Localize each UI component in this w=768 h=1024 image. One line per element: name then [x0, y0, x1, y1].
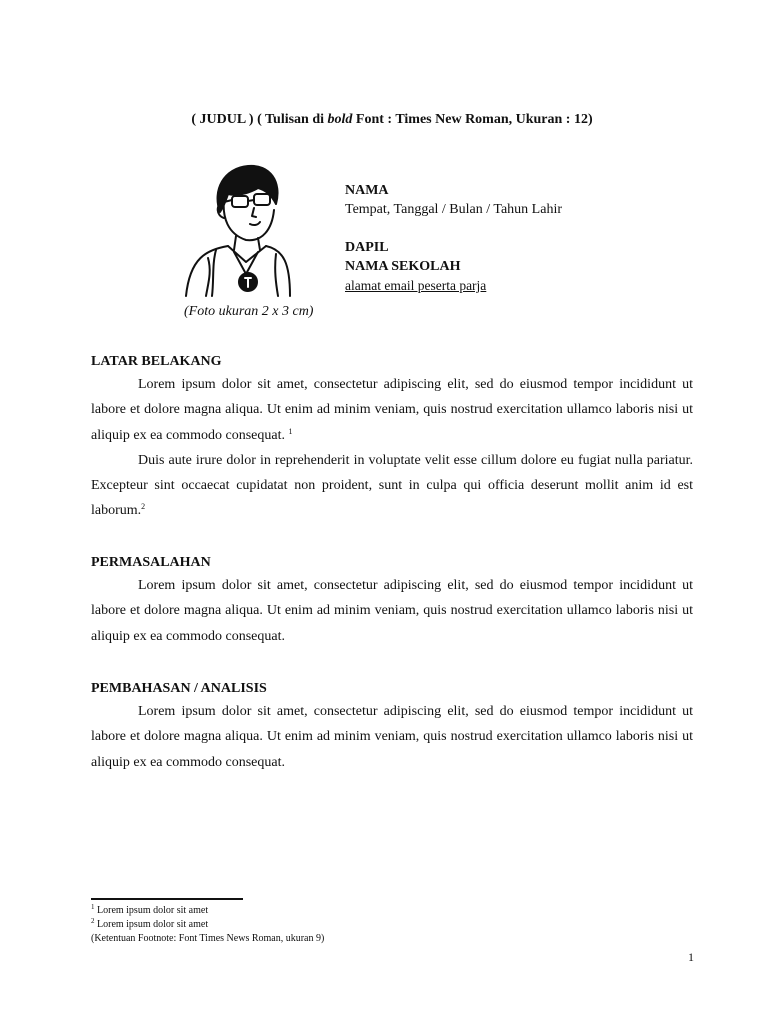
section-pembahasan	[91, 679, 693, 775]
section-heading: PERMASALAHAN	[91, 555, 211, 570]
footnote-item	[91, 904, 324, 918]
footnote-number: 1	[91, 903, 95, 911]
identity-email: alamat email peserta parja	[345, 278, 487, 293]
section-paragraph	[91, 448, 693, 524]
section-heading: PEMBAHASAN / ANALISIS	[91, 681, 267, 696]
title-text-end: Font : Times New Roman, Ukuran : 12)	[352, 112, 593, 127]
section-heading: LATAR BELAKANG	[91, 354, 222, 369]
footnote-item	[91, 918, 324, 932]
section-permasalahan	[91, 553, 693, 649]
section-paragraph: Lorem ipsum dolor sit amet, consectetur adipiscing elit, sed do eiusmod tempor incididunt ut labore et dolore magna aliqua. Ut enim ad minim veniam, quis nostrud exercitation ullamco laboris nisi ut aliquip ex ea commodo consequat.	[91, 704, 693, 770]
paragraph-text: Duis aute irure dolor in reprehenderit in voluptate velit esse cillum dolore eu fugiat nulla pariatur. Excepteur sint occaecat cupidatat non proident, sunt in culpa qui officia deserunt mollit anim id est laborum.	[91, 452, 693, 519]
identity-name: NAMA	[345, 183, 389, 198]
identity-school: NAMA SEKOLAH	[345, 259, 461, 274]
identity-dapil: DAPIL	[345, 240, 389, 255]
footnote-number: 2	[91, 917, 95, 925]
identity-birth: Tempat, Tanggal / Bulan / Tahun Lahir	[345, 202, 562, 217]
footnote-separator	[91, 898, 243, 900]
section-paragraph: Lorem ipsum dolor sit amet, consectetur adipiscing elit, sed do eiusmod tempor incididunt ut labore et dolore magna aliqua. Ut enim ad minim veniam, quis nostrud exercitation ullamco laboris nisi ut aliquip ex ea commodo consequat.	[91, 578, 693, 644]
identity-block	[345, 181, 562, 295]
footnote-text: Lorem ipsum dolor sit amet	[94, 905, 209, 916]
paragraph-text: Lorem ipsum dolor sit amet, consectetur adipiscing elit, sed do eiusmod tempor incididunt ut labore et dolore magna aliqua. Ut enim ad minim veniam, quis nostrud exercitation ullamco laboris nisi ut aliquip ex ea commodo consequat.	[91, 377, 693, 443]
title-italic-word: bold	[327, 112, 353, 127]
section-latar-belakang	[91, 352, 693, 524]
footnote-note: (Ketentuan Footnote: Font Times News Roman, ukuran 9)	[91, 933, 325, 944]
footnote-text: Lorem ipsum dolor sit amet	[94, 919, 209, 930]
title-text-start: ( JUDUL ) ( Tulisan di	[191, 112, 328, 127]
document-title	[0, 112, 768, 128]
section-paragraph	[91, 372, 693, 448]
footnote-ref: 1	[288, 426, 293, 436]
page-number: 1	[688, 950, 694, 964]
footnote-ref: 2	[141, 502, 146, 512]
person-portrait-icon	[172, 160, 296, 300]
photo-caption: (Foto ukuran 2 x 3 cm)	[184, 304, 314, 319]
footnotes	[91, 904, 324, 946]
